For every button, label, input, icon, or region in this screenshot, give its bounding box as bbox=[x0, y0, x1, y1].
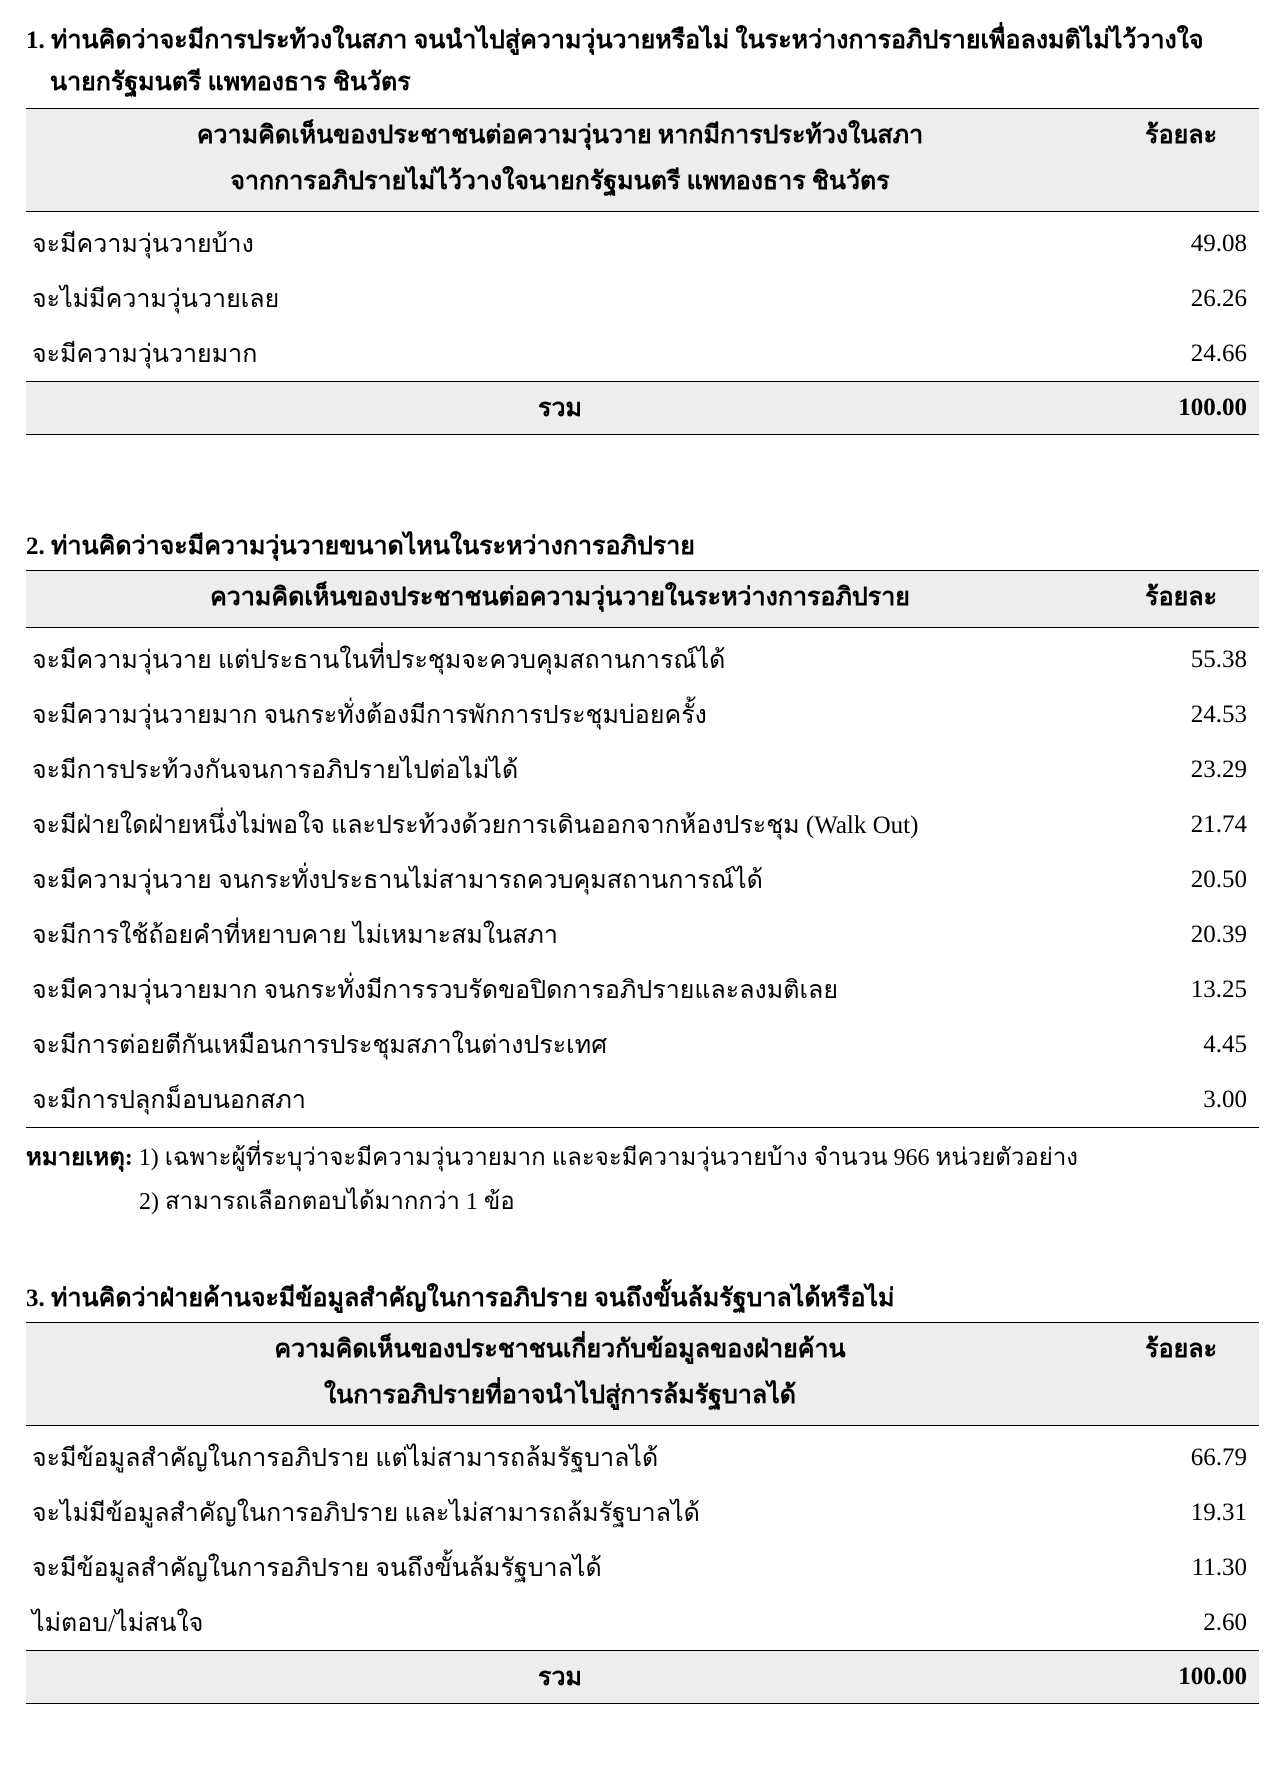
total-row bbox=[26, 1651, 1259, 1704]
column-header-line1: ความคิดเห็นของประชาชนเกี่ยวกับข้อมูลของฝ่ายค้าน bbox=[274, 1336, 846, 1363]
table-row bbox=[26, 271, 1259, 326]
question-3-title: 3. ท่านคิดว่าฝ่ายค้านจะมีข้อมูลสำคัญในการอภิปราย จนถึงขั้นล้มรัฐบาลได้หรือไม่ bbox=[26, 1285, 895, 1312]
column-header-percent: ร้อยละ bbox=[1094, 571, 1259, 628]
row-value: 24.53 bbox=[1190, 700, 1247, 728]
row-label: จะมีความวุ่นวายมาก bbox=[32, 340, 258, 368]
row-value: 19.31 bbox=[1190, 1498, 1247, 1526]
footnote-line1: 1) เฉพาะผู้ที่ระบุว่าจะมีความวุ่นวายมาก และจะมีความวุ่นวายบ้าง จำนวน 966 หน่วยตัวอย่าง bbox=[138, 1145, 1079, 1171]
row-label: จะไม่มีความวุ่นวายเลย bbox=[32, 285, 280, 313]
column-header-percent: ร้อยละ bbox=[1094, 1323, 1259, 1426]
row-value: 20.50 bbox=[1190, 865, 1247, 893]
row-label: จะมีการใช้ถ้อยคำที่หยาบคาย ไม่เหมาะสมในสภา bbox=[32, 921, 558, 949]
table-header-row bbox=[26, 571, 1259, 628]
row-value: 24.66 bbox=[1190, 339, 1247, 367]
question-2-section bbox=[26, 530, 1259, 1128]
row-label: จะมีฝ่ายใดฝ่ายหนึ่งไม่พอใจ และประท้วงด้วยการเดินออกจากห้องประชุม (Walk Out) bbox=[32, 811, 919, 839]
row-value: 13.25 bbox=[1190, 975, 1247, 1003]
column-header-opinion: ความคิดเห็นของประชาชนต่อความวุ่นวายในระหว่างการอภิปราย bbox=[26, 571, 1094, 628]
row-label: จะมีความวุ่นวายมาก จนกระทั่งต้องมีการพักการประชุมบ่อยครั้ง bbox=[32, 701, 707, 729]
row-label: จะมีความวุ่นวาย จนกระทั่งประธานไม่สามารถควบคุมสถานการณ์ได้ bbox=[32, 866, 763, 894]
row-value: 11.30 bbox=[1191, 1553, 1247, 1581]
table-row bbox=[26, 628, 1259, 688]
table-row bbox=[26, 962, 1259, 1017]
footnote bbox=[26, 1136, 1259, 1224]
table-header-row bbox=[26, 109, 1259, 212]
table-row bbox=[26, 1426, 1259, 1486]
total-label: รวม bbox=[26, 382, 1094, 435]
question-1-section bbox=[26, 20, 1259, 435]
row-label: จะไม่มีข้อมูลสำคัญในการอภิปราย และไม่สามารถล้มรัฐบาลได้ bbox=[32, 1499, 700, 1527]
column-header-opinion bbox=[26, 1323, 1094, 1426]
row-label: จะมีการต่อยตีกันเหมือนการประชุมสภาในต่างประเทศ bbox=[32, 1031, 608, 1059]
row-label: จะมีการประท้วงกันจนการอภิปรายไปต่อไม่ได้ bbox=[32, 756, 519, 784]
table-row bbox=[26, 1540, 1259, 1595]
row-label: จะมีการปลุกม็อบนอกสภา bbox=[26, 1072, 1094, 1128]
question-2-table bbox=[26, 570, 1259, 1128]
row-value: 21.74 bbox=[1190, 810, 1247, 838]
row-value: 55.38 bbox=[1190, 645, 1247, 673]
column-header-percent: ร้อยละ bbox=[1094, 109, 1259, 212]
table-row bbox=[26, 907, 1259, 962]
total-value: 100.00 bbox=[1094, 1651, 1259, 1704]
total-label: รวม bbox=[26, 1651, 1094, 1704]
column-header-opinion bbox=[26, 109, 1094, 212]
row-label: จะมีข้อมูลสำคัญในการอภิปราย จนถึงขั้นล้มรัฐบาลได้ bbox=[32, 1554, 602, 1582]
row-value: 4.45 bbox=[1203, 1030, 1247, 1058]
question-1-title-line2: นายกรัฐมนตรี แพทองธาร ชินวัตร bbox=[50, 69, 411, 96]
row-value: 3.00 bbox=[1094, 1072, 1259, 1128]
question-1-title-line1: 1. ท่านคิดว่าจะมีการประท้วงในสภา จนนำไปสู่ความวุ่นวายหรือไม่ ในระหว่างการอภิปรายเพื่อลงมติไม่ไว้วางใจ bbox=[26, 27, 1204, 54]
row-value: 20.39 bbox=[1190, 920, 1247, 948]
row-value: 26.26 bbox=[1190, 284, 1247, 312]
row-value: 23.29 bbox=[1190, 755, 1247, 783]
row-label: จะมีความวุ่นวาย แต่ประธานในที่ประชุมจะควบคุมสถานการณ์ได้ bbox=[32, 646, 726, 674]
row-value: 49.08 bbox=[1190, 229, 1247, 257]
table-row bbox=[26, 852, 1259, 907]
table-row bbox=[26, 1017, 1259, 1072]
table-row bbox=[26, 1072, 1259, 1128]
footnote-line2: 2) สามารถเลือกตอบได้มากกว่า 1 ข้อ bbox=[139, 1189, 515, 1215]
row-label: ไม่ตอบ/ไม่สนใจ bbox=[32, 1609, 204, 1637]
table-row bbox=[26, 742, 1259, 797]
row-label: จะมีข้อมูลสำคัญในการอภิปราย แต่ไม่สามารถล้มรัฐบาลได้ bbox=[32, 1444, 659, 1472]
column-header-line1: ความคิดเห็นของประชาชนต่อความวุ่นวาย หากมีการประท้วงในสภา bbox=[196, 122, 924, 149]
total-value: 100.00 bbox=[1094, 382, 1259, 435]
row-label: จะมีความวุ่นวายบ้าง bbox=[32, 230, 254, 258]
question-1-table bbox=[26, 108, 1259, 435]
question-2-title: 2. ท่านคิดว่าจะมีความวุ่นวายขนาดไหนในระหว่างการอภิปราย bbox=[26, 533, 695, 560]
row-value: 2.60 bbox=[1203, 1608, 1247, 1636]
question-3-section bbox=[26, 1282, 1259, 1704]
table-row bbox=[26, 326, 1259, 382]
table-row bbox=[26, 1595, 1259, 1651]
table-row bbox=[26, 797, 1259, 852]
row-value: 66.79 bbox=[1190, 1443, 1247, 1471]
column-header-line2: จากการอภิปรายไม่ไว้วางใจนายกรัฐมนตรี แพทองธาร ชินวัตร bbox=[230, 168, 890, 195]
table-header-row bbox=[26, 1323, 1259, 1426]
table-row bbox=[26, 212, 1259, 272]
total-row bbox=[26, 382, 1259, 435]
table-row bbox=[26, 1485, 1259, 1540]
column-header-line2: ในการอภิปรายที่อาจนำไปสู่การล้มรัฐบาลได้ bbox=[323, 1382, 797, 1409]
question-3-table bbox=[26, 1322, 1259, 1704]
row-label: จะมีความวุ่นวายมาก จนกระทั่งมีการรวบรัดขอปิดการอภิปรายและลงมติเลย bbox=[32, 976, 838, 1004]
table-row bbox=[26, 687, 1259, 742]
footnote-label: หมายเหตุ: bbox=[26, 1145, 133, 1171]
question-1-title bbox=[26, 20, 1259, 104]
